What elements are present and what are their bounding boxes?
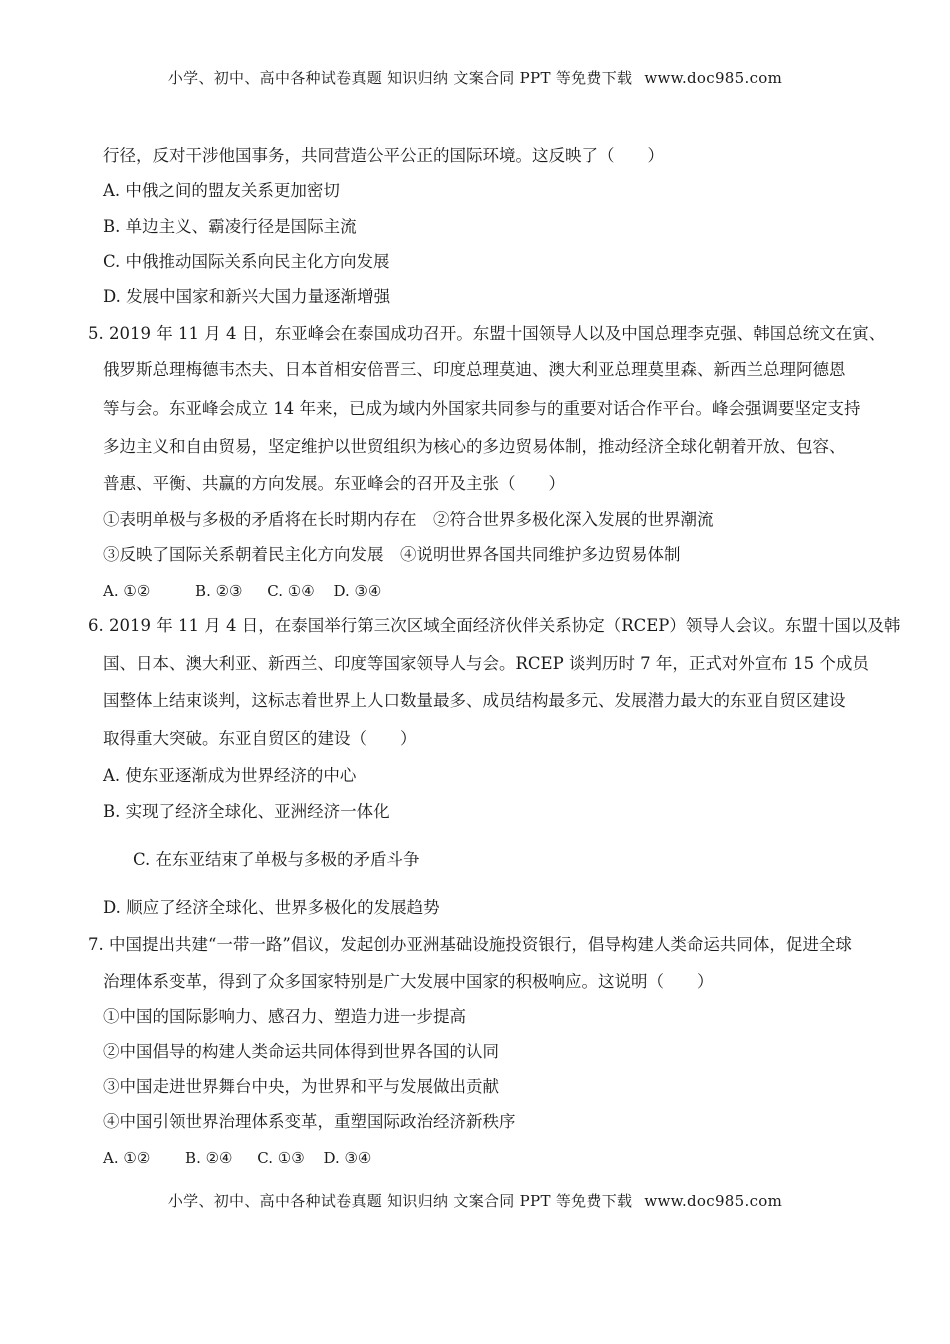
q7-statement: ①中国的国际影响力、感召力、塑造力进一步提高 (103, 1007, 466, 1026)
q7-statement: ②中国倡导的构建人类命运共同体得到世界各国的认同 (103, 1042, 499, 1061)
page-header (0, 67, 950, 88)
q5-stem-line: 等与会。东亚峰会成立 14 年来，已成为域内外国家共同参与的重要对话合作平台。峰会强调要坚定支持 (103, 399, 861, 418)
q7-choice-d: D. ③④ (323, 1149, 372, 1167)
q4-option-a: A. 中俄之间的盟友关系更加密切 (103, 181, 340, 200)
q6-option-b: B. 实现了经济全球化、亚洲经济一体化 (103, 802, 390, 821)
q6-stem-line: 国整体上结束谈判，这标志着世界上人口数量最多、成员结构最多元、发展潜力最大的东亚自贸区建设 (103, 691, 846, 710)
q7-choice-a: A. ①② (103, 1149, 151, 1167)
q6-stem-line: 国、日本、澳大利亚、新西兰、印度等国家领导人与会。RCEP 谈判历时 7 年，正式对外宣布 15 个成员 (103, 654, 869, 673)
q6-stem-line: 6. 2019 年 11 月 4 日，在泰国举行第三次区域全面经济伙伴关系协定（RCEP）领导人会议。东盟十国以及韩 (88, 616, 901, 635)
q5-stem-line: 俄罗斯总理梅德韦杰夫、日本首相安倍晋三、印度总理莫迪、澳大利亚总理莫里森、新西兰总理阿德恩 (103, 360, 846, 379)
q7-statement: ④中国引领世界治理体系变革，重塑国际政治经济新秩序 (103, 1112, 516, 1131)
q5-stem-line: 5. 2019 年 11 月 4 日，东亚峰会在泰国成功召开。东盟十国领导人以及中国总理李克强、韩国总统文在寅、 (88, 324, 886, 343)
q5-statement: ③反映了国际关系朝着民主化方向发展 ④说明世界各国共同维护多边贸易体制 (103, 545, 681, 564)
q6-option-c: C. 在东亚结束了单极与多极的矛盾斗争 (133, 850, 420, 869)
q5-choices (103, 580, 381, 602)
q5-statement: ①表明单极与多极的矛盾将在长时期内存在 ②符合世界多极化深入发展的世界潮流 (103, 510, 714, 529)
q7-statement: ③中国走进世界舞台中央，为世界和平与发展做出贡献 (103, 1077, 499, 1096)
q7-stem-line: 治理体系变革，得到了众多国家特别是广大发展中国家的积极响应。这说明（ ） (103, 972, 714, 991)
q5-choice-a: A. ①② (103, 582, 151, 600)
q4-option-d: D. 发展中国家和新兴大国力量逐渐增强 (103, 287, 391, 306)
q4-option-b: B. 单边主义、霸凌行径是国际主流 (103, 217, 357, 236)
q6-stem-line: 取得重大突破。东亚自贸区的建设（ ） (103, 729, 417, 748)
q7-choices (103, 1147, 371, 1169)
q4-stem-tail: 行径，反对干涉他国事务，共同营造公平公正的国际环境。这反映了（ ） (103, 146, 664, 165)
footer-site: www.doc985.com (644, 1192, 783, 1210)
footer-text: 小学、初中、高中各种试卷真题 知识归纳 文案合同 PPT 等免费下载 (167, 1192, 633, 1210)
q6-option-d: D. 顺应了经济全球化、世界多极化的发展趋势 (103, 898, 440, 917)
q5-stem-line: 普惠、平衡、共赢的方向发展。东亚峰会的召开及主张（ ） (103, 474, 565, 493)
q5-choice-b: B. ②③ (195, 582, 243, 600)
q5-stem-line: 多边主义和自由贸易，坚定维护以世贸组织为核心的多边贸易体制，推动经济全球化朝着开放、包容、 (103, 437, 846, 456)
header-site: www.doc985.com (644, 69, 783, 87)
q7-choice-c: C. ①③ (257, 1149, 305, 1167)
header-text: 小学、初中、高中各种试卷真题 知识归纳 文案合同 PPT 等免费下载 (167, 69, 633, 87)
q4-option-c: C. 中俄推动国际关系向民主化方向发展 (103, 252, 390, 271)
q7-stem-line: 7. 中国提出共建“一带一路”倡议，发起创办亚洲基础设施投资银行，倡导构建人类命运共同体，促进全球 (88, 935, 852, 954)
q5-choice-d: D. ③④ (333, 582, 382, 600)
q7-choice-b: B. ②④ (185, 1149, 233, 1167)
page-footer (0, 1190, 950, 1211)
q5-choice-c: C. ①④ (267, 582, 315, 600)
q6-option-a: A. 使东亚逐渐成为世界经济的中心 (103, 766, 357, 785)
